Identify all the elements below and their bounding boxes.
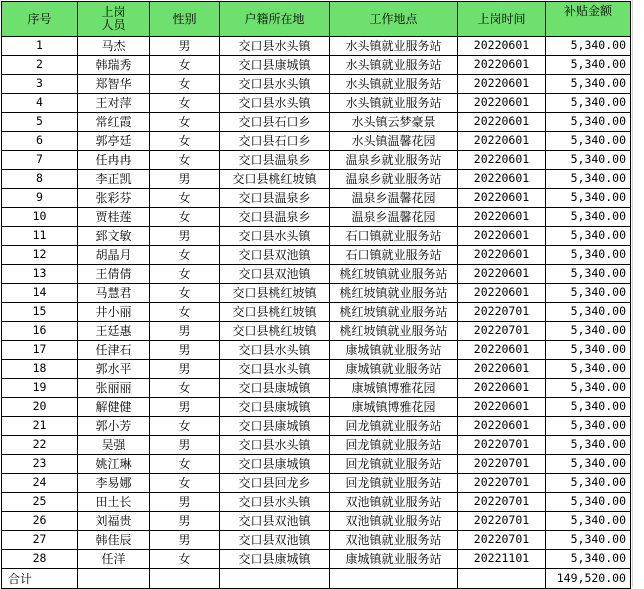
cell-gender: 女 [150, 474, 220, 493]
cell-gender: 女 [150, 94, 220, 113]
header-role-line1: 上岗 [101, 5, 126, 19]
cell-domicile: 交口县温泉乡 [220, 151, 330, 170]
header-role-line2: 人员 [101, 18, 126, 32]
header-subsidy: 补贴金额 [546, 2, 631, 37]
cell-seq: 24 [2, 474, 78, 493]
cell-workplace: 回龙镇就业服务站 [330, 417, 458, 436]
cell-start-date: 20220601 [458, 341, 546, 360]
cell-seq: 2 [2, 56, 78, 75]
cell-amount: 5,340.00 [546, 151, 631, 170]
cell-gender: 男 [150, 227, 220, 246]
cell-gender: 女 [150, 151, 220, 170]
cell-workplace: 回龙镇就业服务站 [330, 455, 458, 474]
cell-seq: 12 [2, 246, 78, 265]
cell-amount: 5,340.00 [546, 360, 631, 379]
table-row [2, 75, 631, 94]
total-empty-cell [220, 569, 330, 589]
header-role [78, 2, 150, 37]
cell-domicile: 交口县温泉乡 [220, 189, 330, 208]
cell-domicile: 交口县温泉乡 [220, 208, 330, 227]
table-row [2, 417, 631, 436]
cell-seq: 28 [2, 550, 78, 569]
cell-name: 韩佳辰 [78, 531, 150, 550]
cell-seq: 1 [2, 37, 78, 56]
cell-domicile: 交口县康城镇 [220, 455, 330, 474]
cell-workplace: 桃红坡镇就业服务站 [330, 303, 458, 322]
cell-amount: 5,340.00 [546, 398, 631, 417]
table-row [2, 474, 631, 493]
cell-gender: 女 [150, 417, 220, 436]
cell-name: 井小丽 [78, 303, 150, 322]
cell-amount: 5,340.00 [546, 550, 631, 569]
cell-start-date: 20220601 [458, 113, 546, 132]
cell-workplace: 温泉乡就业服务站 [330, 151, 458, 170]
table-row [2, 303, 631, 322]
cell-amount: 5,340.00 [546, 189, 631, 208]
cell-name: 王廷惠 [78, 322, 150, 341]
table-row [2, 151, 631, 170]
cell-gender: 女 [150, 189, 220, 208]
cell-workplace: 石口镇就业服务站 [330, 227, 458, 246]
cell-start-date: 20220601 [458, 94, 546, 113]
subsidy-table [1, 1, 631, 589]
cell-seq: 26 [2, 512, 78, 531]
cell-name: 张丽丽 [78, 379, 150, 398]
cell-workplace: 双池镇就业服务站 [330, 493, 458, 512]
cell-workplace: 康城镇博雅花园 [330, 379, 458, 398]
cell-amount: 5,340.00 [546, 265, 631, 284]
cell-amount: 5,340.00 [546, 531, 631, 550]
cell-seq: 7 [2, 151, 78, 170]
cell-name: 马杰 [78, 37, 150, 56]
cell-name: 任津石 [78, 341, 150, 360]
table-row [2, 56, 631, 75]
cell-seq: 20 [2, 398, 78, 417]
cell-seq: 6 [2, 132, 78, 151]
cell-amount: 5,340.00 [546, 246, 631, 265]
table-row [2, 493, 631, 512]
cell-start-date: 20220601 [458, 37, 546, 56]
cell-amount: 5,340.00 [546, 170, 631, 189]
cell-seq: 13 [2, 265, 78, 284]
cell-workplace: 温泉乡温馨花园 [330, 208, 458, 227]
table-row [2, 322, 631, 341]
cell-workplace: 温泉乡温馨花园 [330, 189, 458, 208]
cell-domicile: 交口县回龙乡 [220, 474, 330, 493]
table-row [2, 189, 631, 208]
cell-workplace: 水头镇就业服务站 [330, 56, 458, 75]
cell-name: 常红霞 [78, 113, 150, 132]
cell-name: 郑智华 [78, 75, 150, 94]
cell-gender: 女 [150, 246, 220, 265]
cell-seq: 27 [2, 531, 78, 550]
cell-amount: 5,340.00 [546, 208, 631, 227]
cell-seq: 11 [2, 227, 78, 246]
cell-start-date: 20220701 [458, 455, 546, 474]
cell-domicile: 交口县水头镇 [220, 493, 330, 512]
total-empty-cell [78, 569, 150, 589]
cell-start-date: 20220601 [458, 417, 546, 436]
cell-start-date: 20220601 [458, 284, 546, 303]
cell-start-date: 20220601 [458, 379, 546, 398]
total-empty-cell [330, 569, 458, 589]
cell-name: 王对萍 [78, 94, 150, 113]
cell-start-date: 20220601 [458, 227, 546, 246]
cell-name: 韩瑞秀 [78, 56, 150, 75]
cell-workplace: 回龙镇就业服务站 [330, 436, 458, 455]
header-domicile: 户籍所在地 [220, 2, 330, 37]
cell-seq: 21 [2, 417, 78, 436]
cell-seq: 19 [2, 379, 78, 398]
cell-workplace: 双池镇就业服务站 [330, 531, 458, 550]
table-row [2, 94, 631, 113]
cell-name: 郭亭廷 [78, 132, 150, 151]
cell-name: 任洋 [78, 550, 150, 569]
cell-seq: 14 [2, 284, 78, 303]
cell-workplace: 温泉乡就业服务站 [330, 170, 458, 189]
cell-gender: 女 [150, 265, 220, 284]
cell-gender: 女 [150, 303, 220, 322]
table-row [2, 170, 631, 189]
cell-amount: 5,340.00 [546, 341, 631, 360]
cell-name: 郭小芳 [78, 417, 150, 436]
table-row [2, 436, 631, 455]
cell-start-date: 20220701 [458, 531, 546, 550]
cell-amount: 5,340.00 [546, 474, 631, 493]
cell-domicile: 交口县石口乡 [220, 113, 330, 132]
cell-domicile: 交口县双池镇 [220, 531, 330, 550]
cell-seq: 5 [2, 113, 78, 132]
table-body [2, 37, 631, 569]
cell-start-date: 20220701 [458, 474, 546, 493]
cell-name: 田土长 [78, 493, 150, 512]
cell-workplace: 康城镇博雅花园 [330, 398, 458, 417]
cell-name: 马慧君 [78, 284, 150, 303]
table-row [2, 284, 631, 303]
cell-workplace: 水头镇温馨花园 [330, 132, 458, 151]
cell-seq: 15 [2, 303, 78, 322]
cell-amount: 5,340.00 [546, 56, 631, 75]
cell-start-date: 20220601 [458, 151, 546, 170]
cell-domicile: 交口县双池镇 [220, 512, 330, 531]
cell-start-date: 20220601 [458, 246, 546, 265]
header-seq: 序号 [2, 2, 78, 37]
table-row [2, 208, 631, 227]
table-row [2, 246, 631, 265]
cell-start-date: 20220701 [458, 303, 546, 322]
cell-amount: 5,340.00 [546, 436, 631, 455]
cell-start-date: 20220601 [458, 170, 546, 189]
cell-name: 王倩倩 [78, 265, 150, 284]
cell-workplace: 双池镇就业服务站 [330, 512, 458, 531]
table-row [2, 341, 631, 360]
cell-seq: 18 [2, 360, 78, 379]
cell-gender: 男 [150, 493, 220, 512]
total-empty-cell [150, 569, 220, 589]
cell-domicile: 交口县水头镇 [220, 436, 330, 455]
table-row [2, 37, 631, 56]
cell-workplace: 水头镇就业服务站 [330, 37, 458, 56]
cell-domicile: 交口县水头镇 [220, 360, 330, 379]
cell-start-date: 20220701 [458, 436, 546, 455]
cell-workplace: 桃红坡镇就业服务站 [330, 265, 458, 284]
cell-gender: 女 [150, 132, 220, 151]
table-row [2, 550, 631, 569]
cell-domicile: 交口县水头镇 [220, 37, 330, 56]
table-row [2, 379, 631, 398]
cell-gender: 女 [150, 56, 220, 75]
cell-amount: 5,340.00 [546, 75, 631, 94]
cell-domicile: 交口县水头镇 [220, 341, 330, 360]
sheet-gridline-right [632, 0, 633, 587]
cell-amount: 5,340.00 [546, 379, 631, 398]
header-gender: 性别 [150, 2, 220, 37]
cell-amount: 5,340.00 [546, 322, 631, 341]
cell-gender: 女 [150, 113, 220, 132]
cell-gender: 男 [150, 512, 220, 531]
cell-domicile: 交口县桃红坡镇 [220, 322, 330, 341]
cell-amount: 5,340.00 [546, 303, 631, 322]
cell-gender: 女 [150, 75, 220, 94]
total-empty-cell [458, 569, 546, 589]
table-row [2, 113, 631, 132]
cell-name: 解健健 [78, 398, 150, 417]
table-row [2, 531, 631, 550]
header-workplace: 工作地点 [330, 2, 458, 37]
cell-start-date: 20220601 [458, 132, 546, 151]
cell-name: 郅文敏 [78, 227, 150, 246]
cell-domicile: 交口县康城镇 [220, 417, 330, 436]
cell-seq: 23 [2, 455, 78, 474]
cell-gender: 女 [150, 284, 220, 303]
cell-seq: 25 [2, 493, 78, 512]
cell-amount: 5,340.00 [546, 493, 631, 512]
cell-amount: 5,340.00 [546, 113, 631, 132]
cell-workplace: 桃红坡镇就业服务站 [330, 284, 458, 303]
cell-name: 张彩芬 [78, 189, 150, 208]
cell-name: 李正凯 [78, 170, 150, 189]
cell-domicile: 交口县双池镇 [220, 265, 330, 284]
cell-workplace: 康城镇就业服务站 [330, 550, 458, 569]
cell-workplace: 石口镇就业服务站 [330, 246, 458, 265]
total-amount: 149,520.00 [546, 569, 631, 589]
cell-amount: 5,340.00 [546, 455, 631, 474]
cell-workplace: 水头镇就业服务站 [330, 94, 458, 113]
cell-workplace: 水头镇就业服务站 [330, 75, 458, 94]
cell-name: 姚江琳 [78, 455, 150, 474]
cell-start-date: 20220701 [458, 512, 546, 531]
cell-amount: 5,340.00 [546, 512, 631, 531]
cell-gender: 女 [150, 550, 220, 569]
cell-name: 郭水平 [78, 360, 150, 379]
cell-amount: 5,340.00 [546, 37, 631, 56]
cell-domicile: 交口县桃红坡镇 [220, 284, 330, 303]
cell-workplace: 水头镇云梦豪景 [330, 113, 458, 132]
cell-amount: 5,340.00 [546, 284, 631, 303]
cell-domicile: 交口县双池镇 [220, 246, 330, 265]
cell-domicile: 交口县桃红坡镇 [220, 170, 330, 189]
cell-domicile: 交口县康城镇 [220, 398, 330, 417]
cell-gender: 女 [150, 455, 220, 474]
cell-start-date: 20220601 [458, 56, 546, 75]
cell-domicile: 交口县水头镇 [220, 227, 330, 246]
table-row [2, 398, 631, 417]
header-start-date: 上岗时间 [458, 2, 546, 37]
cell-gender: 男 [150, 360, 220, 379]
cell-start-date: 20221101 [458, 550, 546, 569]
cell-start-date: 20220601 [458, 360, 546, 379]
cell-name: 任冉冉 [78, 151, 150, 170]
cell-gender: 男 [150, 531, 220, 550]
cell-gender: 女 [150, 379, 220, 398]
cell-name: 胡晶月 [78, 246, 150, 265]
cell-seq: 4 [2, 94, 78, 113]
cell-gender: 男 [150, 436, 220, 455]
cell-gender: 男 [150, 341, 220, 360]
table-row [2, 265, 631, 284]
cell-start-date: 20220601 [458, 189, 546, 208]
table-row [2, 512, 631, 531]
cell-domicile: 交口县水头镇 [220, 94, 330, 113]
cell-seq: 10 [2, 208, 78, 227]
cell-start-date: 20220701 [458, 322, 546, 341]
cell-name: 贾桂莲 [78, 208, 150, 227]
table-row [2, 132, 631, 151]
cell-workplace: 回龙镇就业服务站 [330, 474, 458, 493]
cell-start-date: 20220601 [458, 208, 546, 227]
cell-domicile: 交口县桃红坡镇 [220, 303, 330, 322]
cell-amount: 5,340.00 [546, 94, 631, 113]
cell-domicile: 交口县康城镇 [220, 379, 330, 398]
cell-start-date: 20220701 [458, 493, 546, 512]
cell-seq: 9 [2, 189, 78, 208]
cell-domicile: 交口县石口乡 [220, 132, 330, 151]
cell-start-date: 20220601 [458, 265, 546, 284]
cell-gender: 男 [150, 322, 220, 341]
cell-seq: 17 [2, 341, 78, 360]
cell-domicile: 交口县康城镇 [220, 56, 330, 75]
cell-workplace: 康城镇就业服务站 [330, 341, 458, 360]
table-row [2, 360, 631, 379]
cell-start-date: 20220601 [458, 75, 546, 94]
table-row [2, 455, 631, 474]
cell-amount: 5,340.00 [546, 132, 631, 151]
cell-gender: 男 [150, 398, 220, 417]
cell-seq: 22 [2, 436, 78, 455]
cell-gender: 女 [150, 208, 220, 227]
cell-gender: 男 [150, 170, 220, 189]
cell-domicile: 交口县水头镇 [220, 75, 330, 94]
cell-domicile: 交口县康城镇 [220, 550, 330, 569]
cell-start-date: 20220601 [458, 398, 546, 417]
total-row [2, 569, 631, 589]
cell-gender: 男 [150, 37, 220, 56]
cell-seq: 8 [2, 170, 78, 189]
cell-seq: 3 [2, 75, 78, 94]
cell-name: 刘福贵 [78, 512, 150, 531]
cell-name: 李易娜 [78, 474, 150, 493]
cell-workplace: 康城镇就业服务站 [330, 360, 458, 379]
total-label: 合计 [2, 569, 78, 589]
cell-amount: 5,340.00 [546, 417, 631, 436]
table-row [2, 227, 631, 246]
cell-workplace: 桃红坡镇就业服务站 [330, 322, 458, 341]
cell-amount: 5,340.00 [546, 227, 631, 246]
cell-name: 吴强 [78, 436, 150, 455]
header-row [2, 2, 631, 37]
cell-seq: 16 [2, 322, 78, 341]
